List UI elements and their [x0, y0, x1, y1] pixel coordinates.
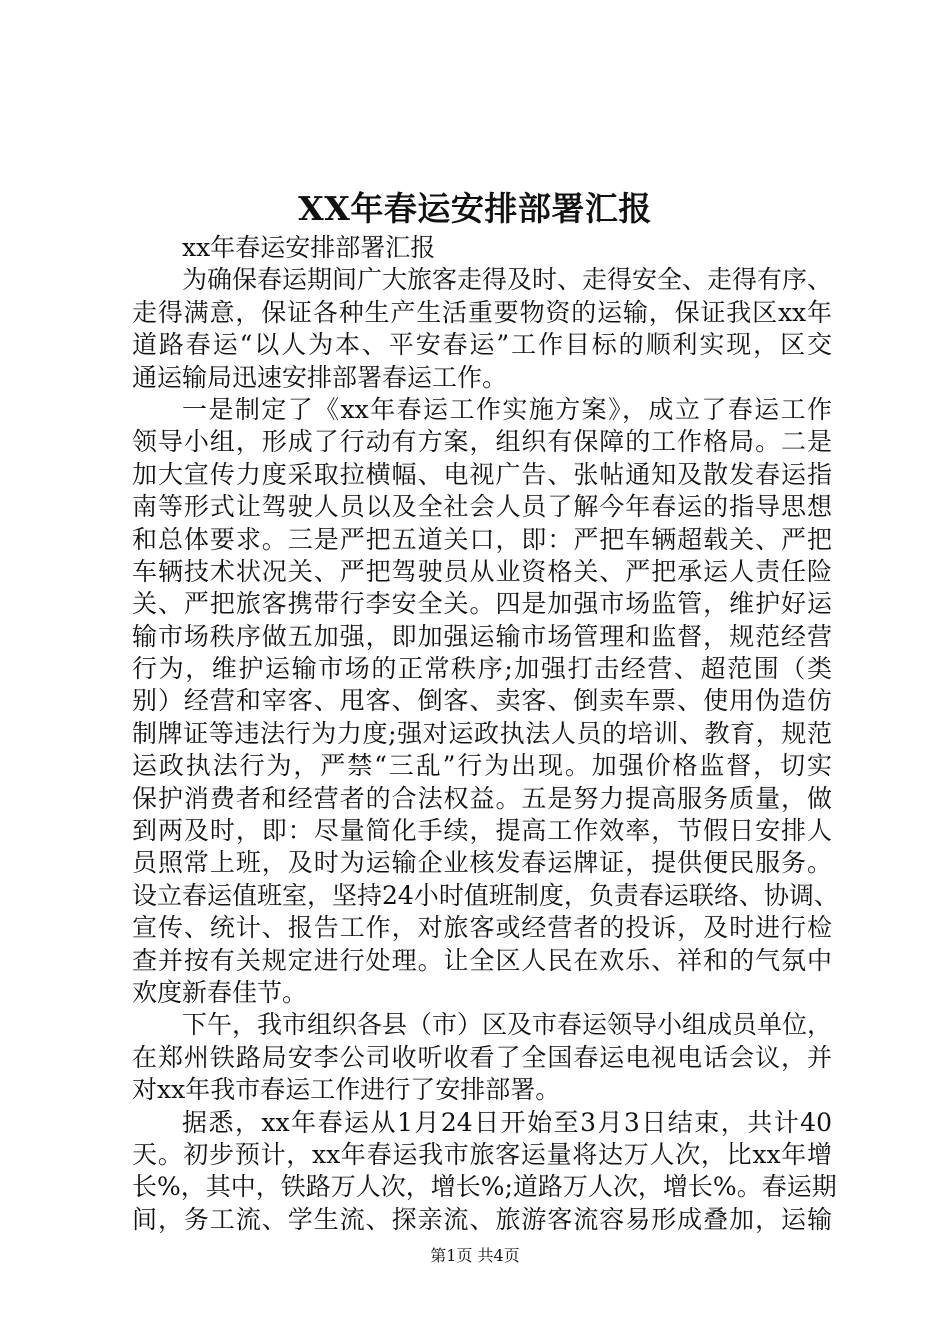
body-text-line: xx年春运安排部署汇报	[182, 233, 436, 262]
body-text-line: 设立春运值班室，坚持24小时值班制度，负责春运联络、协调、	[132, 880, 839, 910]
body-text-line: 对xx年我市春运工作进行了安排部署。	[132, 1075, 561, 1105]
body-text-line: 行为，维护运输市场的正常秩序;加强打击经营、超范围（类	[132, 654, 832, 684]
body-text-line: 欢度新春佳节。	[132, 977, 308, 1007]
document-title: XX年春运安排部署汇报	[298, 189, 652, 228]
body-text-line: 领导小组，形成了行动有方案，组织有保障的工作格局。二是	[132, 427, 832, 457]
body-text-line: 到两及时，即：尽量简化手续，提高工作效率，节假日安排人	[132, 816, 832, 846]
body-text-line: 下午，我市组织各县（市）区及市春运领导小组成员单位，	[182, 1010, 833, 1040]
body-text-line: 宣传、统计、报告工作，对旅客或经营者的投诉，及时进行检	[132, 913, 832, 943]
body-text-line: 南等形式让驾驶人员以及全社会人员了解今年春运的指导思想	[132, 492, 832, 522]
body-text-line: 和总体要求。三是严把五道关口，即：严把车辆超载关、严把	[132, 524, 832, 554]
body-text-line: 走得满意，保证各种生产生活重要物资的运输，保证我区xx年	[132, 297, 832, 327]
body-text-line: 在郑州铁路局安李公司收听收看了全国春运电视电话会议，并	[132, 1042, 832, 1072]
body-text-line: 长%，其中，铁路万人次，增长%;道路万人次，增长%。春运期	[132, 1172, 837, 1202]
body-text-line: 别）经营和宰客、甩客、倒客、卖客、倒卖车票、使用伪造仿	[132, 686, 832, 716]
body-text-line: 据悉，xx年春运从1月24日开始至3月3日结束，共计40	[182, 1107, 832, 1137]
body-text-line: 保护消费者和经营者的合法权益。五是努力提高服务质量，做	[132, 783, 832, 813]
body-text-line: 道路春运“以人为本、平安春运”工作目标的顺利实现，区交	[132, 330, 832, 360]
body-text-line: 关、严把旅客携带行李安全关。四是加强市场监管，维护好运	[132, 589, 832, 619]
body-text-line: 查并按有关规定进行处理。让全区人民在欢乐、祥和的气氛中	[132, 945, 832, 975]
body-text-line: 制牌证等违法行为力度;强对运政执法人员的培训、教育，规范	[132, 718, 832, 748]
body-text-line: 运政执法行为，严禁“三乱”行为出现。加强价格监督，切实	[132, 751, 832, 781]
body-text-line: 天。初步预计，xx年春运我市旅客运量将达万人次，比xx年增	[132, 1139, 832, 1169]
body-text-line: 通运输局迅速安排部署春运工作。	[132, 362, 508, 392]
body-text-line: 一是制定了《xx年春运工作实施方案》，成立了春运工作	[182, 394, 832, 424]
document-body	[132, 232, 839, 1236]
body-text-line: 输市场秩序做五加强，即加强运输市场管理和监督，规范经营	[132, 621, 832, 651]
page-footer: 第1页 共4页	[430, 1246, 520, 1265]
body-text-line: 车辆技术状况关、严把驾驶员从业资格关、严把承运人责任险	[132, 556, 832, 586]
body-text-line: 为确保春运期间广大旅客走得及时、走得安全、走得有序、	[182, 265, 833, 295]
body-text-line: 员照常上班，及时为运输企业核发春运牌证，提供便民服务。	[132, 848, 832, 878]
body-text-line: 加大宣传力度采取拉横幅、电视广告、张帖通知及散发春运指	[132, 459, 832, 489]
body-text-line: 间，务工流、学生流、探亲流、旅游客流容易形成叠加，运输	[132, 1204, 832, 1234]
